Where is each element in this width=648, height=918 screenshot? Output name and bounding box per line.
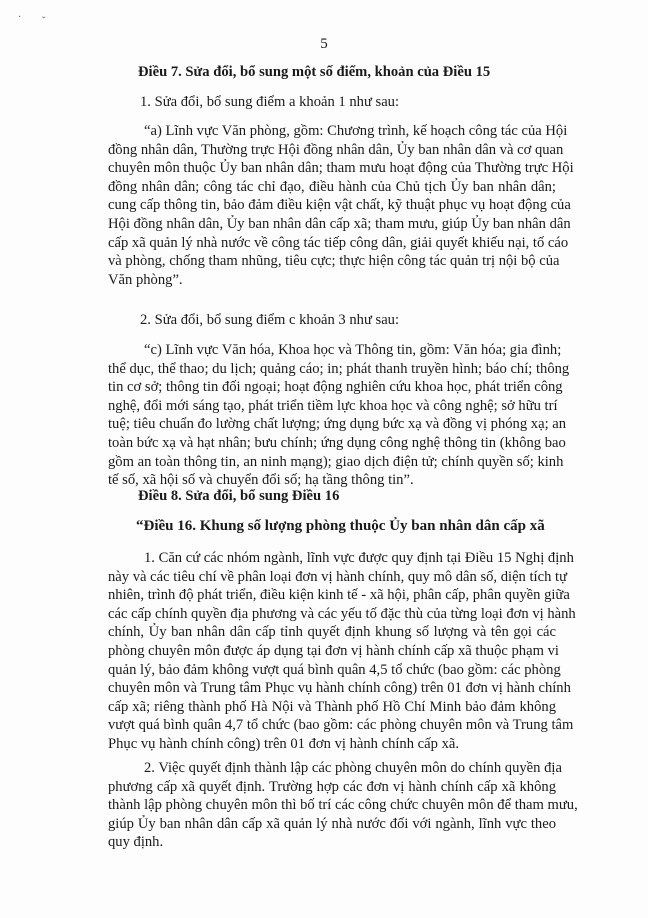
text-line: tin cơ sở; thông tin đối ngoại; hoạt động nghiên cứu khoa học, phát triển công — [108, 379, 563, 396]
text-line: cấp xã; riêng thành phố Hà Nội và Thành phố Hồ Chí Minh bảo đảm không — [108, 698, 556, 715]
text-line: 2. Việc quyết định thành lập các phòng chuyên môn do chính quyền địa — [144, 760, 562, 776]
text-line: thành lập phòng chuyên môn thì bố trí các công chức chuyên môn để tham mưu, — [108, 797, 578, 814]
text-line: nhiên, trình độ phát triển, điều kiện kinh tế - xã hội, phân cấp, phân quyền giữa — [108, 587, 570, 604]
text-line: tuệ; tiêu chuẩn đo lường chất lượng; ứng dụng bức xạ và đồng vị phóng xạ; an — [108, 416, 567, 433]
article-7-item-2-intro: 2. Sửa đổi, bổ sung điểm c khoản 3 như sau: — [140, 312, 400, 328]
text-line: gồm an toàn thông tin, an ninh mạng); giao dịch điện tử; chính quyền số; kinh — [108, 453, 564, 470]
text-line: quy định. — [108, 834, 164, 851]
article-16-paragraph-2 — [108, 759, 578, 852]
text-line: “c) Lĩnh vực Văn hóa, Khoa học và Thông tin, gồm: Văn hóa; gia đình; — [144, 342, 562, 358]
text-line: giúp Ủy ban nhân dân cấp xã quản lý nhà nước đối với ngành, lĩnh vực theo — [108, 815, 556, 832]
text-line: thể dục, thể thao; du lịch; quảng cáo; in; phát thanh truyền hình; báo chí; thông — [108, 360, 570, 377]
text-line: toàn bức xạ và hạt nhân; bưu chính; ứng dụng công nghệ thông tin (không bao — [108, 434, 566, 451]
page-number: 5 — [320, 36, 328, 52]
text-line: đồng nhân dân, Thường trực Hội đồng nhân dân, Ủy ban nhân dân và cơ quan — [108, 141, 564, 158]
article-7-item-1-text — [108, 122, 574, 289]
text-line: nghệ, đổi mới sáng tạo, phát triển tiềm lực khoa học và công nghệ; sở hữu trí — [108, 397, 558, 414]
text-line: cấp xã quản lý nhà nước về công tác tiếp công dân, giải quyết khiếu nại, tố cáo — [108, 234, 569, 251]
text-line: và phòng, chống tham nhũng, tiêu cực; thực hiện công tác quản trị nội bộ của — [108, 253, 560, 270]
text-line: tế số, xã hội số và chuyển đổi số; hạ tầng thông tin”. — [108, 472, 414, 489]
text-line: phòng chuyên môn được áp dụng tại đơn vị hành chính cấp xã thuộc phạm vi — [108, 642, 559, 659]
text-line: cung cấp thông tin, bảo đảm điều kiện vật chất, kỹ thuật phục vụ hoạt động của — [108, 197, 571, 214]
text-line: chuyên môn và Trung tâm Phục vụ hành chính công) trên 01 đơn vị hành chính — [108, 680, 571, 697]
text-line: Phục vụ hành chính công) trên 01 đơn vị hành chính cấp xã. — [108, 735, 459, 752]
scan-mark: · — [18, 12, 22, 23]
article-7-heading: Điều 7. Sửa đổi, bổ sung một số điểm, khoản của Điều 15 — [138, 64, 491, 80]
text-line: các cấp chính quyền địa phương và các yếu tố đặc thù của từng loại đơn vị hành — [108, 605, 576, 622]
text-line: này và các tiêu chí về phân loại đơn vị hành chính, quy mô dân số, diện tích tự — [108, 568, 567, 585]
text-line: Văn phòng”. — [108, 271, 183, 288]
article-8-heading: Điều 8. Sửa đổi, bổ sung Điều 16 — [138, 488, 340, 504]
text-line: Hội đồng nhân dân, Ủy ban nhân dân cấp xã; tham mưu, giúp Ủy ban nhân dân — [108, 215, 571, 232]
text-line: phương cấp xã quyết định. Trường hợp các đơn vị hành chính cấp xã không — [108, 778, 556, 795]
text-line: quản lý, bảo đảm không vượt quá bình quân 4,5 tổ chức (bao gồm: các phòng — [108, 661, 561, 678]
article-7-item-1-intro: 1. Sửa đổi, bổ sung điểm a khoản 1 như sau: — [140, 94, 400, 110]
scan-mark: ˇ — [42, 16, 46, 27]
article-16-paragraph-1 — [108, 549, 576, 754]
text-line: 1. Căn cứ các nhóm ngành, lĩnh vực được quy định tại Điều 15 Nghị định — [144, 550, 574, 566]
text-line: vượt quá bình quân 4,7 tổ chức (bao gồm: các phòng chuyên môn và Trung tâm — [108, 717, 574, 734]
text-line: chính, Ủy ban nhân dân cấp tỉnh quyết định khung số lượng và tên gọi các — [108, 624, 556, 641]
article-16-heading: “Điều 16. Khung số lượng phòng thuộc Ủy ban nhân dân cấp xã — [136, 518, 545, 534]
text-line: “a) Lĩnh vực Văn phòng, gồm: Chương trình, kế hoạch công tác của Hội — [144, 123, 568, 139]
article-7-item-2-text — [108, 341, 570, 490]
text-line: đồng nhân dân; công tác chỉ đạo, điều hành của Chủ tịch Ủy ban nhân dân; — [108, 178, 556, 195]
text-line: chuyên môn thuộc Ủy ban nhân dân; tham mưu hoạt động của Thường trực Hội — [108, 160, 574, 177]
